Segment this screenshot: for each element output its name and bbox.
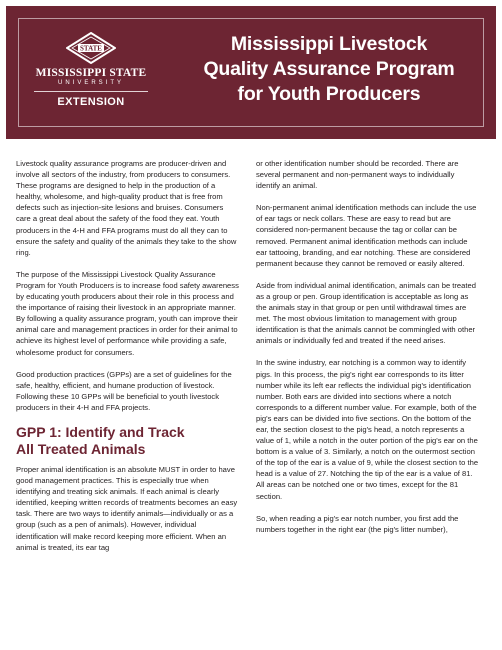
title-line: Quality Assurance Program <box>203 58 455 80</box>
heading-line: GPP 1: Identify and Track <box>16 423 185 440</box>
header-banner <box>6 6 496 139</box>
logo-divider <box>34 91 148 92</box>
body-paragraph: or other identification number should be recorded. There are several permanent and non-permanent ways to individually identify an animal. <box>256 159 459 191</box>
right-column <box>256 158 480 535</box>
seal-icon <box>66 32 116 64</box>
body-paragraph: Non-permanent animal identification methods can include the use of ear tags or neck collars. These are easy to read but are considered non-permanent because the tag or collar can be removed. Permanent animal identification methods can include ear tattooing, branding, and ear notching. These are considered permanent because they cannot be removed or easily altered. <box>256 203 477 268</box>
title-line: for Youth Producers <box>237 83 421 105</box>
seal-text: STATE <box>80 44 102 53</box>
body-paragraph: Aside from individual animal identification, animals can be treated as a group or pen. Group identification is acceptable as long as the animals stay in that group or pen until withdrawal times are met. The most obvious limitation to management with group identification is that the animals cannot be commingled with other animals or individually fed and treated if the need arises. <box>256 280 476 346</box>
heading-line: All Treated Animals <box>16 440 146 457</box>
body-paragraph: Proper animal identification is an absolute MUST in order to have good management practices. This is especially true when identifying and treating sick animals. If each animal is clearly identified, keeping written records of treatments becomes an easy task. There are two ways to identify animals—individually or as a group (such as a pen of animals). However, individual identification will make record keeping more efficient. When an animal is treated, its ear tag <box>16 464 238 552</box>
logo-university-name: MISSISSIPPI STATE <box>35 67 147 79</box>
body-paragraph: In the swine industry, ear notching is a common way to identify pigs. In this process, the pig's right ear corresponds to its litter number while its left ear reflects the individual pig's identification number. Both ears are divided into sections where a notch corresponds to a different number value. For example, both of the pig's ears can be divided into five sections. On the bottom of the ear, the section closest to the pig's head, a notch represents a value of 1, while a notch in the outer portion of the pig's ear on the bottom is a value of 3. Similarly, a notch on the outermost section of the top of the ear is a value of 9, while the closest section to the head is a value of 27. Notching the tip of the ear is a value of 81. All areas can be notched one or two times, except for the 81 section. <box>256 358 479 501</box>
logo-extension-word: EXTENSION <box>57 96 125 108</box>
body-paragraph: The purpose of the Mississippi Livestock Quality Assurance Program for Youth Producers is to increase food safety awareness by educating youth producers about their role in this process and the importance of raising their livestock in an appropriate manner. By following a quality assurance program, youth can improve their animal care and management practices in order for their animal to achieve its highest level of performance while providing a safe, wholesome product for consumers. <box>16 269 239 357</box>
logo-university-word: UNIVERSITY <box>57 80 124 86</box>
document-title <box>164 32 494 107</box>
body-paragraph: So, when reading a pig's ear notch number, you first add the numbers together in the right ear (the pig's litter number), <box>256 513 459 534</box>
section-heading-gpp1 <box>16 424 240 458</box>
body-paragraph: Good production practices (GPPs) are a set of guidelines for the safe, healthy, efficient, and humane production of livestock. Following these 10 GPPs will be beneficial to youth livestock producers in their 4-H and FFA projects. <box>16 369 232 412</box>
title-line: Mississippi Livestock <box>230 33 428 55</box>
msu-extension-logo <box>30 32 152 108</box>
body-paragraph: Livestock quality assurance programs are producer-driven and involve all sectors of the industry, from producers to consumers. These programs are designed to help in the production of a healthy, wholesome, and high-quality product that is free from defects such as injection-site lesions and bruises. Consumers care a great deal about the safety of the food they eat. Youth producers in the 4-H and FFA programs must do all they can to ensure the safety and quality of the animals they take to the show ring. <box>16 159 237 257</box>
left-column <box>16 158 240 553</box>
